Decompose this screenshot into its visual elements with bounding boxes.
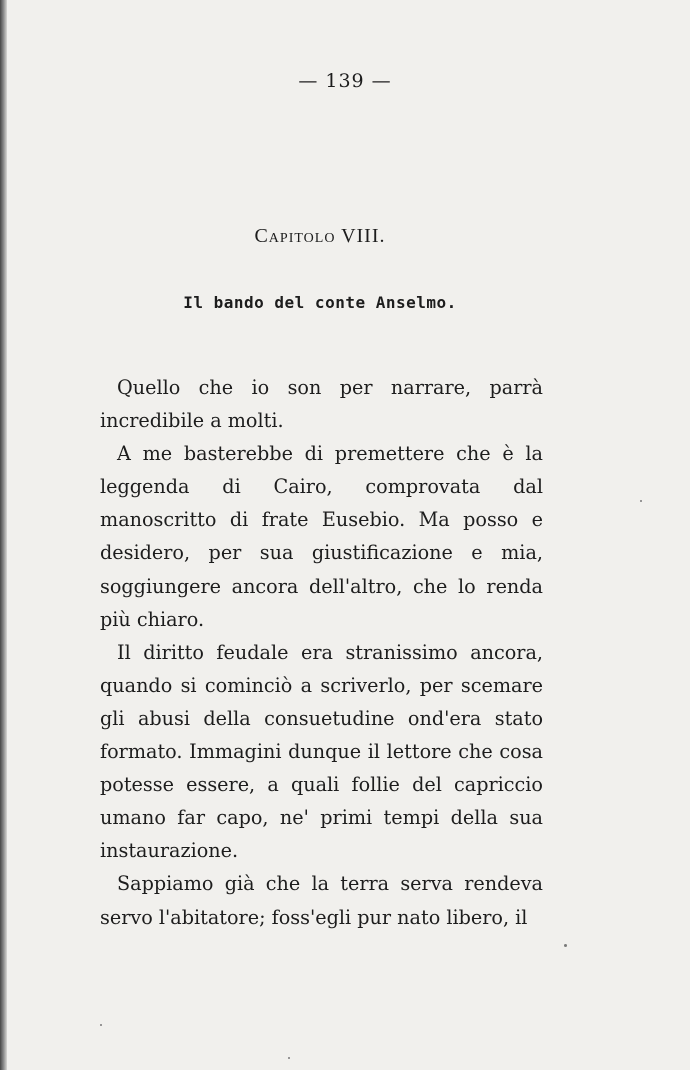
paper-speck [100, 1024, 102, 1026]
paper-speck [288, 1057, 290, 1059]
page-number: — 139 — [298, 70, 392, 92]
chapter-title: Capitolo VIII. [254, 225, 386, 247]
paragraph: Il diritto feudale era stranissimo ancora, quando si cominciò a scriverlo, per scemare gli abusi della consuetudine ond'era stato formato. Immagini dunque il lettore che cosa potesse essere, a quali follie del capriccio umano far capo, ne' primi tempi della sua instaurazione. [100, 640, 543, 863]
paper-speck [564, 944, 567, 947]
body-text [100, 371, 543, 934]
paragraph: A me basterebbe di premettere che è la leggenda di Cairo, comprovata dal manoscritto di frate Eusebio. Ma posso e desidero, per sua giustificazione e mia, soggiungere ancora dell'altro, che lo renda più chiaro. [100, 442, 543, 631]
chapter-subtitle: Il bando del conte Anselmo. [183, 293, 457, 312]
binding-edge [0, 0, 7, 1070]
paragraph: Quello che io son per narrare, parrà incredibile a molti. [100, 376, 543, 433]
paper-speck [640, 500, 642, 502]
paragraph: Sappiamo già che la terra serva rendeva servo l'abitatore; foss'egli pur nato libero, il [100, 872, 543, 929]
